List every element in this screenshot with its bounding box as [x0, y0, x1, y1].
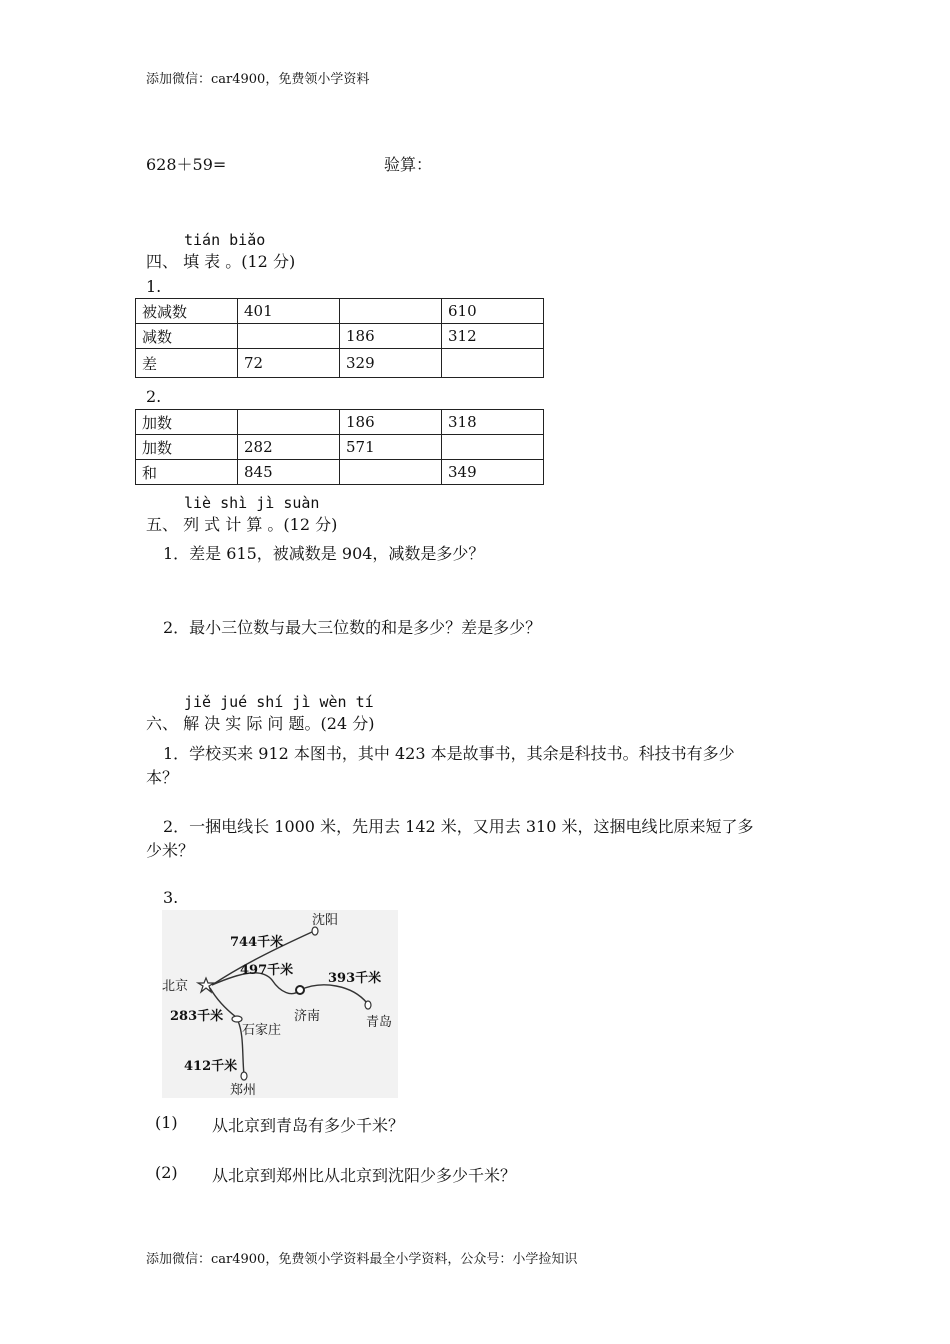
table-row — [136, 460, 544, 485]
calc-check-label: 验算： — [384, 155, 433, 174]
s5-question-2: 2．最小三位数与最大三位数的和是多少？差是多少？ — [163, 618, 542, 637]
addition-table — [135, 409, 544, 485]
s4-title: 四、 填 表 。(12 分) — [146, 252, 296, 271]
jinan-marker-icon — [296, 986, 304, 994]
s6-question-3-label: 3. — [163, 888, 179, 907]
table-cell — [442, 349, 544, 378]
s5-pinyin: liè shì jì suàn — [184, 494, 320, 512]
s4-table2-label: 2. — [146, 387, 162, 406]
table-cell: 减数 — [136, 324, 238, 349]
s4-pinyin: tián biǎo — [184, 231, 266, 249]
table-row — [136, 435, 544, 460]
table-cell: 610 — [442, 299, 544, 324]
route-map-svg — [162, 910, 398, 1098]
table-cell: 401 — [238, 299, 340, 324]
table-cell: 加数 — [136, 410, 238, 435]
table-cell: 282 — [238, 435, 340, 460]
table-cell — [340, 299, 442, 324]
s6-question-1-line1: 1．学校买来 912 本图书，其中 423 本是故事书，其余是科技书。科技书有多少 — [163, 744, 735, 763]
table-cell: 72 — [238, 349, 340, 378]
sub-question-1-number: (1) — [155, 1113, 178, 1132]
shijiazhuang-marker-icon — [232, 1016, 242, 1022]
map-distance-shijiazhuang-zhengzhou: 412千米 — [184, 1059, 238, 1074]
table-cell — [238, 324, 340, 349]
map-distance-beijing-jinan: 497千米 — [240, 963, 294, 978]
map-label-jinan: 济南 — [294, 1009, 321, 1024]
table-cell: 被减数 — [136, 299, 238, 324]
map-label-zhengzhou: 郑州 — [230, 1083, 257, 1098]
sub-question-2-number: (2) — [155, 1163, 178, 1182]
s6-question-2-line1: 2．一捆电线长 1000 米，先用去 142 米，又用去 310 米，这捆电线比原来短了多 — [163, 817, 754, 836]
table-cell — [442, 435, 544, 460]
zhengzhou-marker-icon — [241, 1072, 247, 1080]
table-cell: 318 — [442, 410, 544, 435]
table-cell: 加数 — [136, 435, 238, 460]
map-distance-jinan-qingdao: 393千米 — [328, 971, 382, 986]
table-cell: 186 — [340, 324, 442, 349]
table-row — [136, 299, 544, 324]
table-cell: 和 — [136, 460, 238, 485]
sub-question-2: 从北京到郑州比从北京到沈阳少多少千米？ — [212, 1166, 517, 1185]
qingdao-marker-icon — [365, 1001, 371, 1009]
table-cell: 329 — [340, 349, 442, 378]
table-cell: 差 — [136, 349, 238, 378]
calc-expression: 628＋59= — [146, 155, 227, 174]
table-cell: 186 — [340, 410, 442, 435]
map-label-beijing: 北京 — [162, 979, 189, 994]
page-header: 添加微信：car4900，免费领小学资料 — [146, 72, 370, 87]
page-footer: 添加微信：car4900，免费领小学资料最全小学资料，公众号：小学捡知识 — [146, 1252, 578, 1267]
s6-title: 六、 解 决 实 际 问 题。(24 分) — [146, 714, 375, 733]
table-cell: 349 — [442, 460, 544, 485]
map-distance-beijing-shenyang: 744千米 — [230, 935, 284, 950]
table-cell — [238, 410, 340, 435]
sub-question-1: 从北京到青岛有多少千米？ — [212, 1116, 405, 1135]
route-jinan-qingdao — [300, 985, 367, 1003]
table-row — [136, 349, 544, 378]
table-cell: 312 — [442, 324, 544, 349]
shenyang-marker-icon — [312, 927, 318, 935]
map-label-shijiazhuang: 石家庄 — [242, 1023, 282, 1038]
subtraction-table — [135, 298, 544, 378]
s6-question-1-line2: 本？ — [146, 768, 179, 787]
map-label-shenyang: 沈阳 — [312, 913, 339, 928]
s6-question-2-line2: 少米？ — [146, 841, 195, 860]
table-row — [136, 324, 544, 349]
s5-question-1: 1．差是 615，被减数是 904，减数是多少？ — [163, 544, 485, 563]
map-distance-beijing-shijiazhuang: 283千米 — [170, 1009, 224, 1024]
map-label-qingdao: 青岛 — [366, 1015, 393, 1030]
table-cell: 571 — [340, 435, 442, 460]
table-cell — [340, 460, 442, 485]
s6-pinyin: jiě jué shí jì wèn tí — [184, 693, 374, 711]
s5-title: 五、 列 式 计 算 。(12 分) — [146, 515, 338, 534]
route-map — [162, 910, 398, 1098]
s4-table1-label: 1. — [146, 277, 162, 296]
table-cell: 845 — [238, 460, 340, 485]
table-row — [136, 410, 544, 435]
